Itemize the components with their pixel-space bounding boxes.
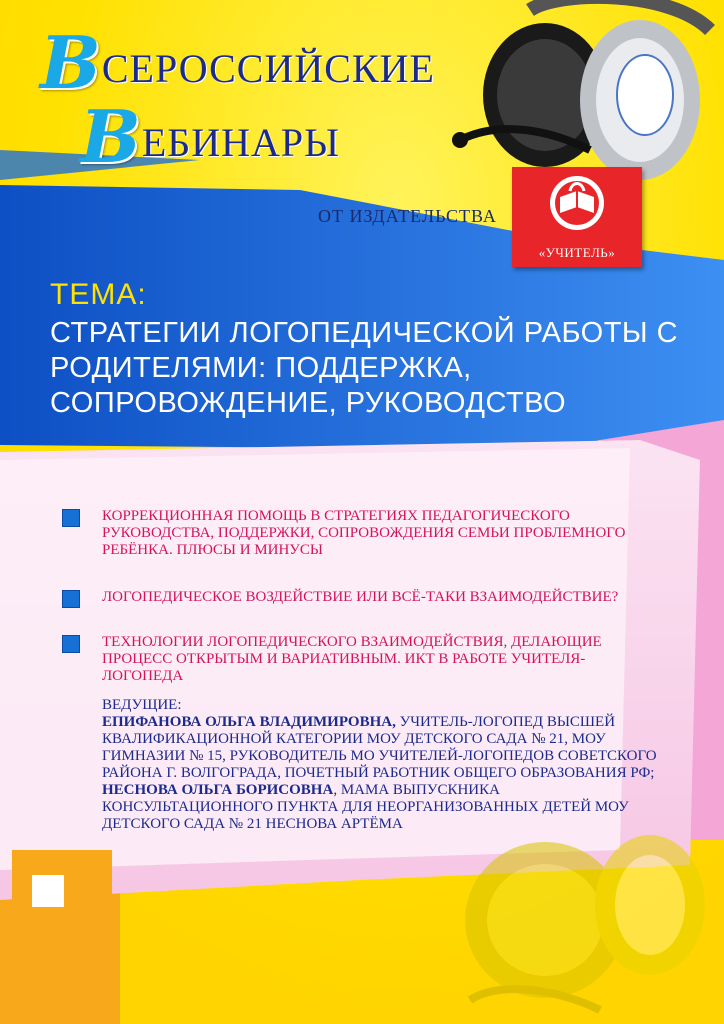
square-bullet-icon — [62, 635, 80, 653]
host-2-desc: , МАМА ВЫПУСКНИКА КОНСУЛЬТАЦИОННОГО ПУНКТА ДЛЯ НЕОРГАНИЗОВАННЫХ ДЕТЕЙ МОУ ДЕТСКОГО САДА № 21 НЕСНОВА АРТЁМА — [102, 782, 629, 832]
publisher-logo — [512, 167, 642, 267]
logo-caption: «УЧИТЕЛЬ» — [538, 245, 616, 260]
host-1-desc: УЧИТЕЛЬ-ЛОГОПЕД ВЫСШЕЙ КВАЛИФИКАЦИОННОЙ КАТЕГОРИИ МОУ ДЕТСКОГО САДА № 21, МОУ ГИМНАЗИИ № 15, РУКОВОДИТЕЛЬ МО УЧИТЕЛЕЙ-ЛОГОПЕДОВ СОВЕТСКОГО РАЙОНА Г. ВОЛГОГРАДА, ПОЧЕТНЫЙ РАБОТНИК ОБЩЕГО ОБРАЗОВАНИЯ РФ; — [102, 714, 657, 781]
square-bullet-icon — [62, 590, 80, 608]
from-publisher: ОТ ИЗДАТЕЛЬСТВА — [318, 206, 497, 226]
host-2-name: НЕСНОВА ОЛЬГА БОРИСОВНА — [102, 782, 334, 798]
square-bullet-icon — [62, 509, 80, 527]
agenda-item-text: КОРРЕКЦИОННАЯ ПОМОЩЬ В СТРАТЕГИЯХ ПЕДАГОГИЧЕСКОГО РУКОВОДСТВА, ПОДДЕРЖКИ, СОПРОВОЖДЕНИЯ СЕМЬИ ПРОБЛЕМНОГО РЕБЁНКА. ПЛЮСЫ И МИНУСЫ — [102, 508, 626, 558]
title-line-1 — [40, 20, 435, 105]
agenda-item-text: ТЕХНОЛОГИИ ЛОГОПЕДИЧЕСКОГО ВЗАИМОДЕЙСТВИЯ, ДЕЛАЮЩИЕ ПРОЦЕСС ОТКРЫТЫМ И ВАРИАТИВНЫМ. ИКТ В РАБОТЕ УЧИТЕЛЯ-ЛОГОПЕДА — [102, 634, 602, 684]
topic-label: ТЕМА: — [50, 278, 147, 311]
list-item — [62, 634, 642, 685]
title-rest-1: СЕРОССИЙСКИЕ — [101, 46, 435, 91]
list-item — [62, 508, 642, 559]
hosts-label: ВЕДУЩИЕ: — [102, 697, 182, 713]
list-item — [62, 589, 642, 606]
title-initial-2: В — [80, 94, 142, 179]
host-2 — [102, 782, 662, 833]
host-1 — [102, 714, 662, 782]
agenda-item-text: ЛОГОПЕДИЧЕСКОЕ ВОЗДЕЙСТВИЕ ИЛИ ВСЁ-ТАКИ ВЗАИМОДЕЙСТВИЕ? — [102, 589, 619, 605]
title-line-2 — [80, 94, 340, 179]
book-icon — [512, 167, 642, 239]
title-rest-2: ЕБИНАРЫ — [141, 120, 341, 165]
topic-title: СТРАТЕГИИ ЛОГОПЕДИЧЕСКОЙ РАБОТЫ С РОДИТЕЛЯМИ: ПОДДЕРЖКА, СОПРОВОЖДЕНИЕ, РУКОВОДСТВО — [50, 317, 679, 419]
title-initial-1: В — [40, 20, 102, 105]
hosts-block — [102, 697, 662, 833]
host-1-name: ЕПИФАНОВА ОЛЬГА ВЛАДИМИРОВНА, — [102, 714, 396, 730]
agenda-list — [62, 508, 642, 707]
